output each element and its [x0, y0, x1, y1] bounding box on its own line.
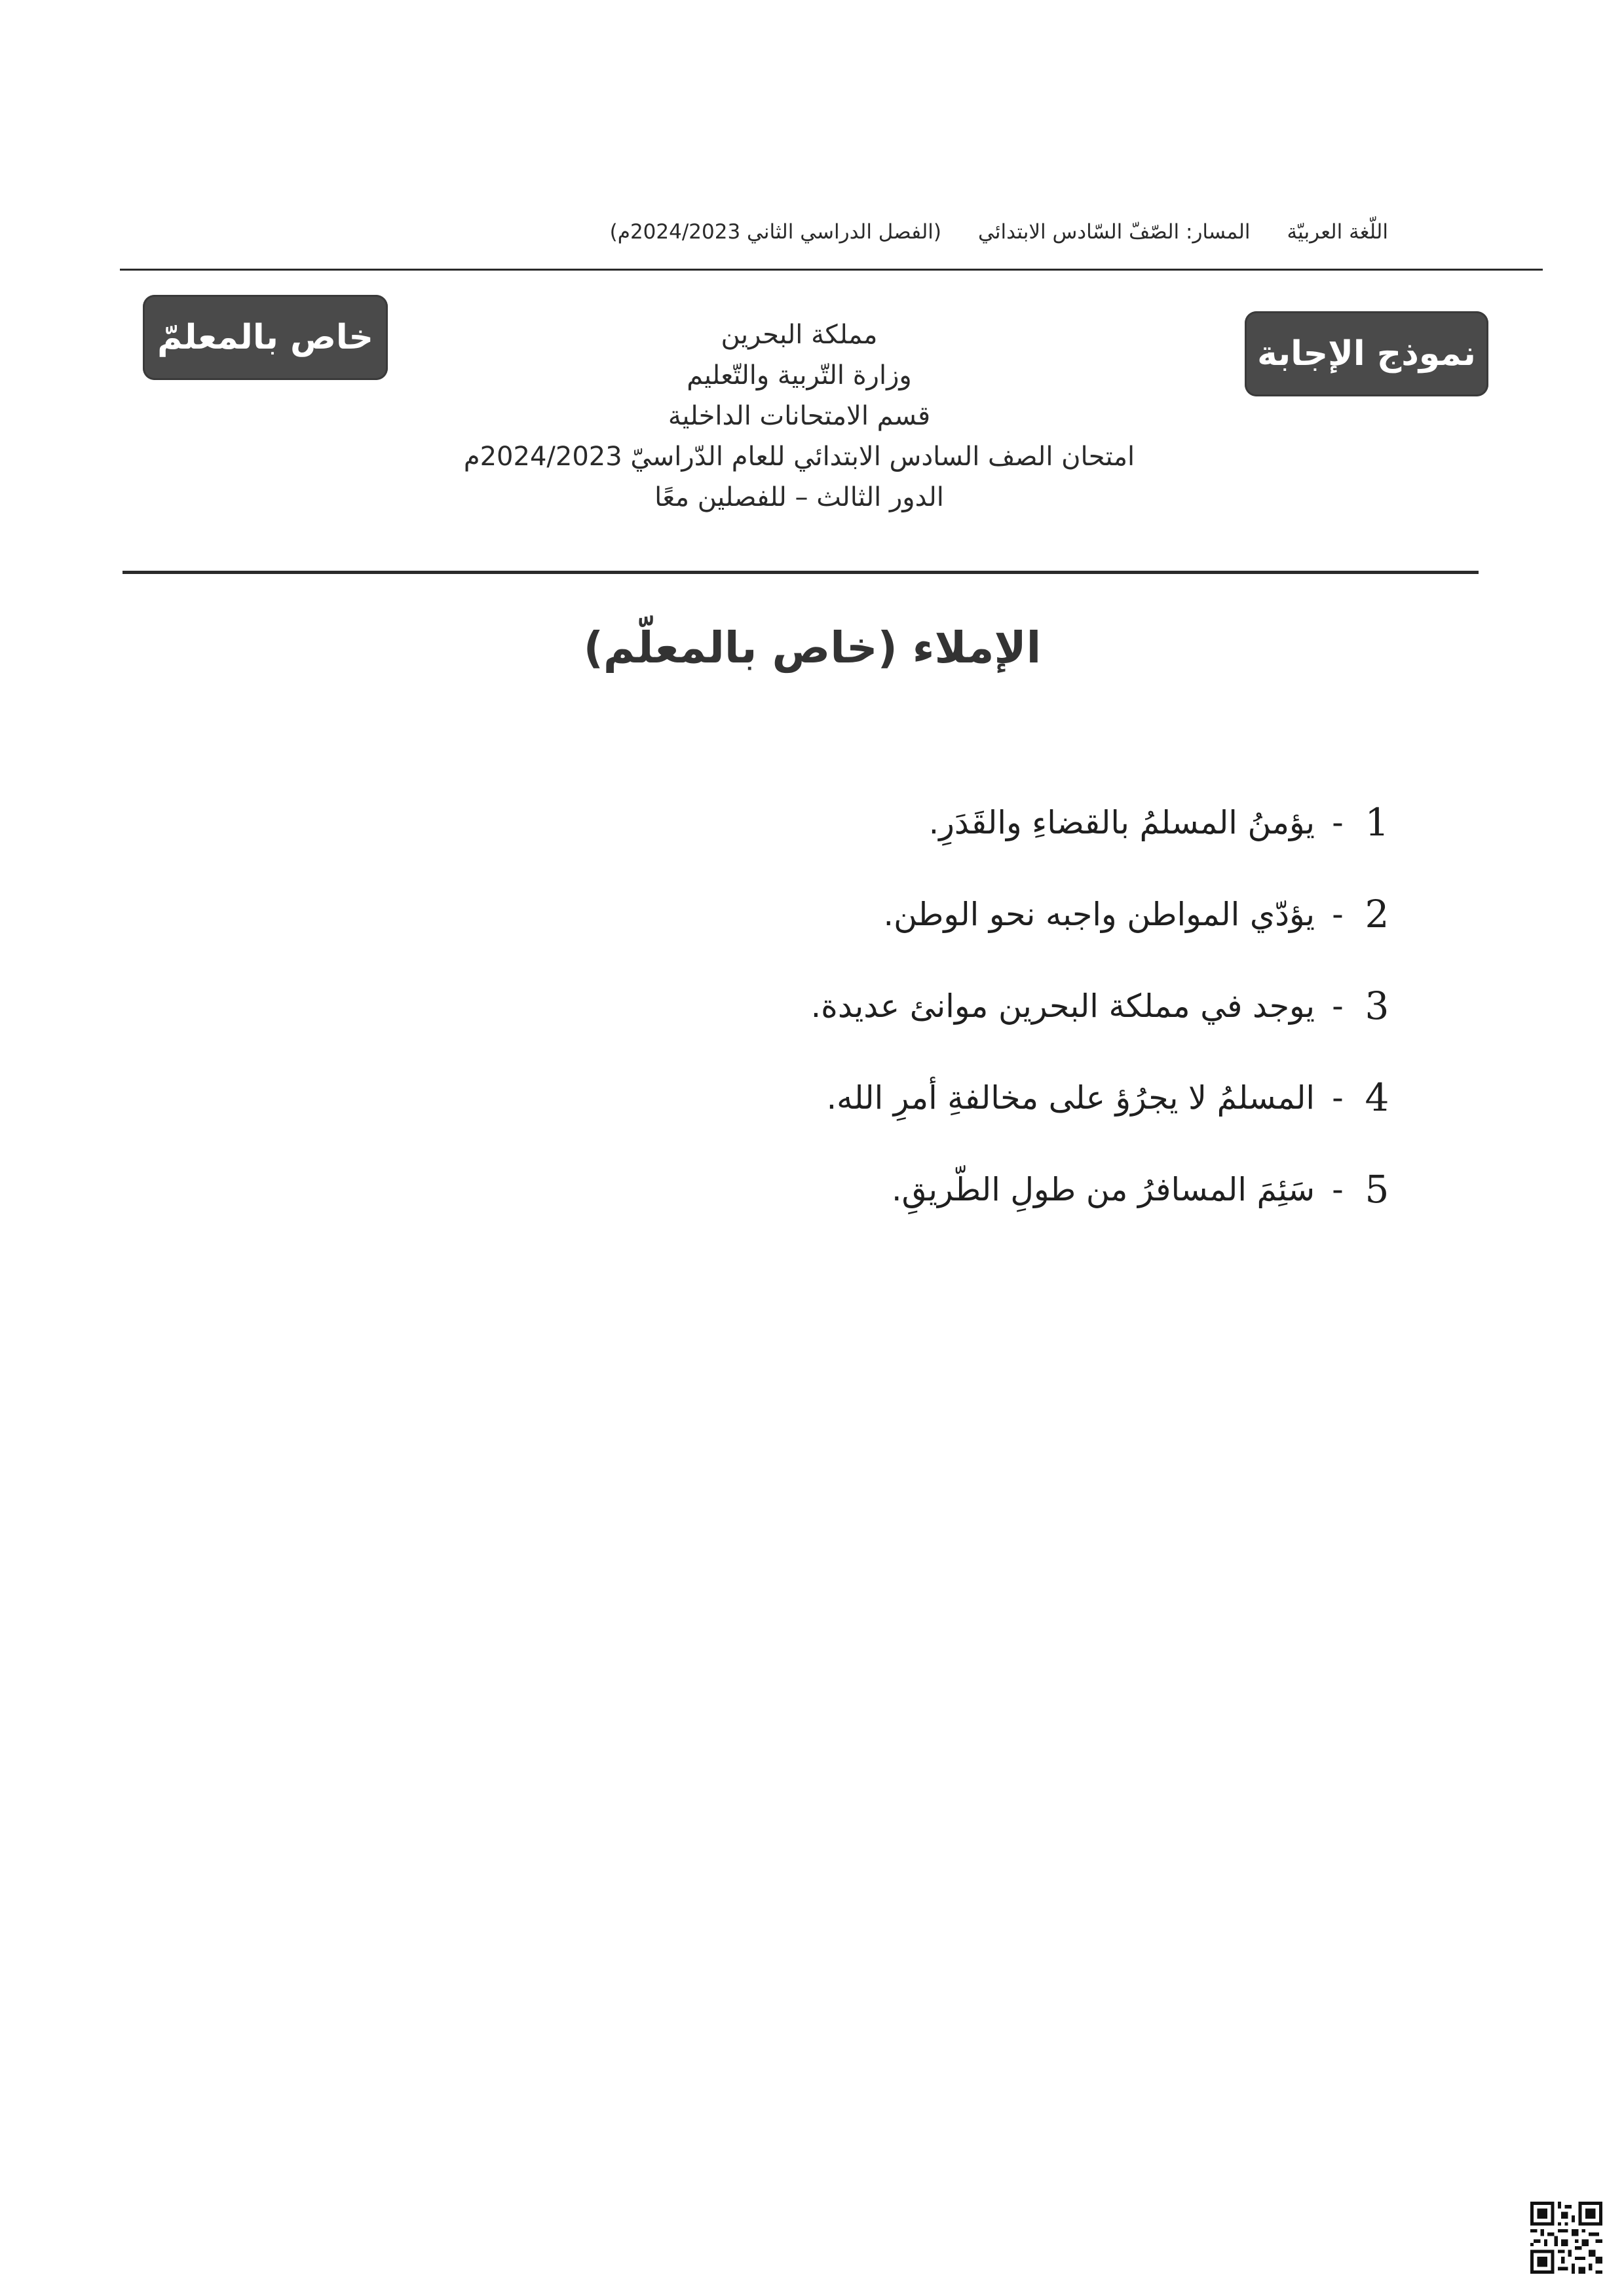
- teacher-only-label: خاص بالمعلمّ: [157, 318, 373, 357]
- header-term: (الفصل الدراسي الثاني 2024/2023م): [609, 220, 941, 244]
- sentence-number: 1: [1365, 800, 1389, 845]
- sentence-number: 2: [1365, 892, 1389, 936]
- sentence-dash: -: [1332, 1170, 1344, 1208]
- ministry-name: وزارة التّربية والتّعليم: [687, 360, 912, 391]
- section-title: الإملاء (خاص بالمعلّم): [583, 622, 1042, 673]
- institution-block: [406, 315, 1192, 518]
- section-divider: [123, 571, 1479, 574]
- answer-model-label: نموذج الإجابة: [1257, 334, 1476, 373]
- sentence-dash: -: [1332, 895, 1344, 933]
- header-track: المسار: الصّفّ السّادس الابتدائي: [977, 220, 1251, 244]
- sentence-dash: -: [1332, 803, 1344, 841]
- answer-model-badge: [1245, 311, 1488, 396]
- sentence-item: [476, 960, 1393, 1052]
- sentence-number: 5: [1365, 1167, 1389, 1212]
- sentence-text: يؤدّي المواطن واجبه نحو الوطن.: [883, 895, 1315, 933]
- sentence-text: سَئِمَ المسافرُ من طولِ الطّريقِ.: [891, 1170, 1315, 1208]
- sentence-item: [476, 868, 1393, 960]
- running-header: [573, 220, 1388, 244]
- sentence-item: [476, 1052, 1393, 1143]
- sentence-number: 4: [1365, 1075, 1389, 1120]
- dictation-sentences: [476, 776, 1393, 1235]
- teacher-only-badge: [143, 295, 388, 380]
- sentence-dash: -: [1332, 1079, 1344, 1117]
- department-name: قسم الامتحانات الداخلية: [668, 401, 931, 431]
- exam-round: الدور الثالث – للفصلين معًا: [654, 482, 944, 512]
- country-name: مملكة البحرين: [721, 320, 878, 350]
- sentence-item: [476, 1143, 1393, 1235]
- sentence-item: [476, 776, 1393, 868]
- exam-title: امتحان الصف السادس الابتدائي للعام الدّراسيّ 2024/2023م: [463, 442, 1135, 472]
- sentence-text: المسلمُ لا يجرُؤ على مخالفةِ أمرِ الله.: [826, 1079, 1315, 1117]
- sentence-text: يؤمنُ المسلمُ بالقضاءِ والقَدَرِ.: [928, 803, 1315, 841]
- sentence-dash: -: [1332, 987, 1344, 1025]
- sentence-number: 3: [1365, 984, 1389, 1028]
- header-subject: اللّغة العربيّة: [1287, 220, 1388, 244]
- sentence-text: يوجد في مملكة البحرين موانئ عديدة.: [810, 987, 1315, 1025]
- header-rule: [120, 269, 1543, 271]
- qr-code-icon: [1530, 2202, 1602, 2274]
